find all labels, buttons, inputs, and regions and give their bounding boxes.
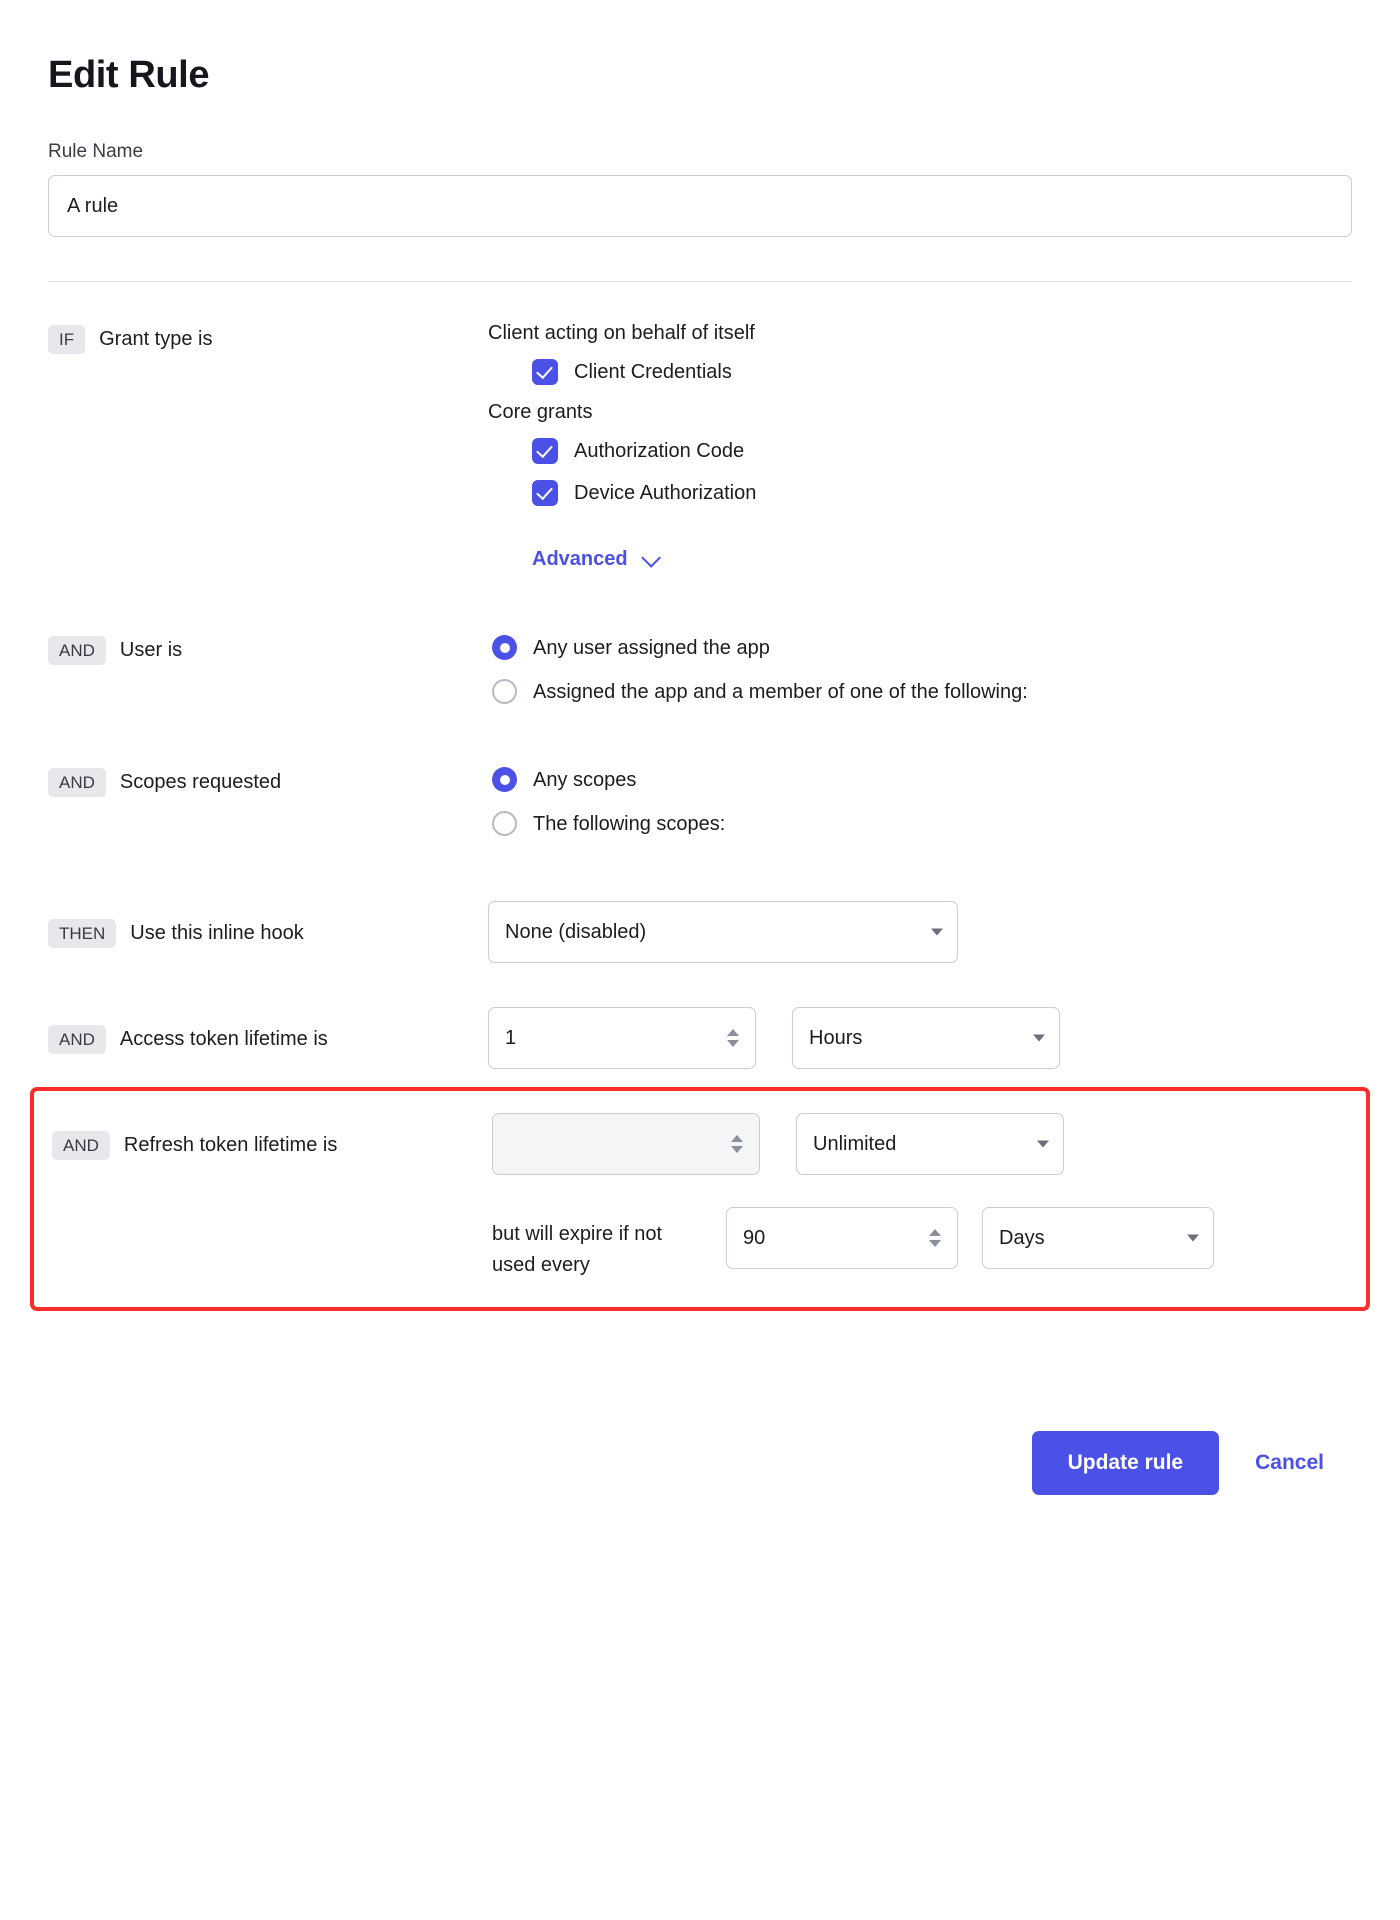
radio-row-assigned-member[interactable]	[492, 677, 1352, 707]
access-token-controls	[478, 1007, 1352, 1069]
radio-icon[interactable]	[492, 811, 517, 836]
inline-hook-control	[478, 901, 1352, 963]
inline-hook-label: Use this inline hook	[130, 922, 304, 944]
refresh-token-controls	[482, 1113, 1348, 1175]
access-token-unit-select[interactable]	[792, 1007, 1060, 1069]
refresh-token-unit-select[interactable]	[796, 1113, 1064, 1175]
scopes-row	[48, 765, 1352, 853]
grant-type-left	[48, 322, 478, 354]
stepper-icon[interactable]	[929, 1229, 941, 1247]
advanced-toggle[interactable]	[532, 548, 656, 571]
stepper-icon[interactable]	[727, 1029, 739, 1047]
chevron-down-icon	[931, 929, 943, 936]
refresh-token-chip: AND	[52, 1131, 110, 1160]
access-token-amount-value: 1	[505, 1026, 517, 1049]
refresh-token-expiry-amount-value: 90	[743, 1226, 766, 1249]
user-is-label: User is	[119, 639, 183, 661]
access-token-amount-input[interactable]	[488, 1007, 756, 1069]
checkbox-row-device-authorization[interactable]	[532, 480, 1352, 506]
radio-label: The following scopes:	[533, 813, 726, 835]
refresh-token-amount-input	[492, 1113, 760, 1175]
grant-type-label: Grant type is	[99, 328, 213, 350]
radio-icon[interactable]	[492, 679, 517, 704]
scopes-options	[478, 765, 1352, 853]
radio-row-any-user[interactable]	[492, 633, 1352, 663]
checkbox-row-authorization-code[interactable]	[532, 438, 1352, 464]
cancel-button[interactable]: Cancel	[1227, 1431, 1352, 1495]
inline-hook-value: None (disabled)	[505, 920, 647, 943]
checkbox-label: Authorization Code	[574, 439, 745, 462]
refresh-token-expiry-row	[52, 1205, 1348, 1281]
user-is-options	[478, 633, 1352, 721]
radio-icon[interactable]	[492, 767, 517, 792]
refresh-token-label: Refresh token lifetime is	[123, 1134, 338, 1156]
chevron-down-icon	[641, 547, 661, 567]
radio-row-any-scopes[interactable]	[492, 765, 1352, 795]
stepper-icon	[731, 1135, 743, 1153]
grant-group-heading-core: Core grants	[488, 401, 593, 423]
radio-row-following-scopes[interactable]	[492, 809, 1352, 839]
user-is-chip: AND	[48, 636, 106, 665]
checkbox-row-client-credentials[interactable]	[532, 359, 1352, 385]
scopes-chip: AND	[48, 768, 106, 797]
check-icon[interactable]	[532, 480, 558, 506]
rule-name-label: Rule Name	[48, 141, 144, 162]
inline-hook-chip: THEN	[48, 919, 116, 948]
refresh-token-left	[52, 1128, 482, 1160]
radio-label: Assigned the app and a member of one of the following:	[533, 681, 1028, 703]
refresh-token-expiry-unit-select[interactable]	[982, 1207, 1214, 1269]
rule-name-input[interactable]	[48, 175, 1352, 237]
chevron-down-icon	[1033, 1035, 1045, 1042]
page-title: Edit Rule	[48, 54, 210, 96]
chevron-down-icon	[1187, 1235, 1199, 1242]
check-icon[interactable]	[532, 359, 558, 385]
inline-hook-left	[48, 916, 478, 948]
grant-group-heading-client: Client acting on behalf of itself	[488, 322, 755, 344]
radio-label: Any user assigned the app	[533, 637, 770, 659]
refresh-token-highlight	[30, 1087, 1370, 1311]
user-is-row	[48, 633, 1352, 721]
rule-name-field	[48, 141, 1352, 237]
grant-type-chip: IF	[48, 325, 85, 354]
update-rule-button[interactable]: Update rule	[1032, 1431, 1220, 1495]
checkbox-label: Client Credentials	[574, 360, 732, 383]
radio-icon[interactable]	[492, 635, 517, 660]
check-icon[interactable]	[532, 438, 558, 464]
refresh-token-expiry-unit-value: Days	[999, 1226, 1045, 1249]
form-footer	[48, 1431, 1352, 1495]
grant-type-row	[48, 322, 1352, 571]
refresh-token-row	[52, 1113, 1348, 1175]
access-token-chip: AND	[48, 1025, 106, 1054]
access-token-row	[48, 1007, 1352, 1069]
scopes-left	[48, 765, 478, 797]
user-is-left	[48, 633, 478, 665]
radio-label: Any scopes	[533, 769, 637, 791]
scopes-label: Scopes requested	[119, 771, 282, 793]
grant-type-options	[478, 322, 1352, 571]
advanced-label: Advanced	[532, 548, 628, 570]
refresh-token-expiry-amount-input[interactable]	[726, 1207, 958, 1269]
inline-hook-row	[48, 901, 1352, 963]
section-divider	[48, 281, 1352, 282]
access-token-left	[48, 1022, 478, 1054]
access-token-unit-value: Hours	[809, 1026, 863, 1049]
chevron-down-icon	[1037, 1141, 1049, 1148]
checkbox-label: Device Authorization	[574, 481, 757, 504]
refresh-token-unit-value: Unlimited	[813, 1132, 897, 1155]
access-token-label: Access token lifetime is	[119, 1028, 328, 1050]
inline-hook-select[interactable]	[488, 901, 958, 963]
refresh-token-expiry-text: but will expire if not used every	[492, 1223, 663, 1276]
